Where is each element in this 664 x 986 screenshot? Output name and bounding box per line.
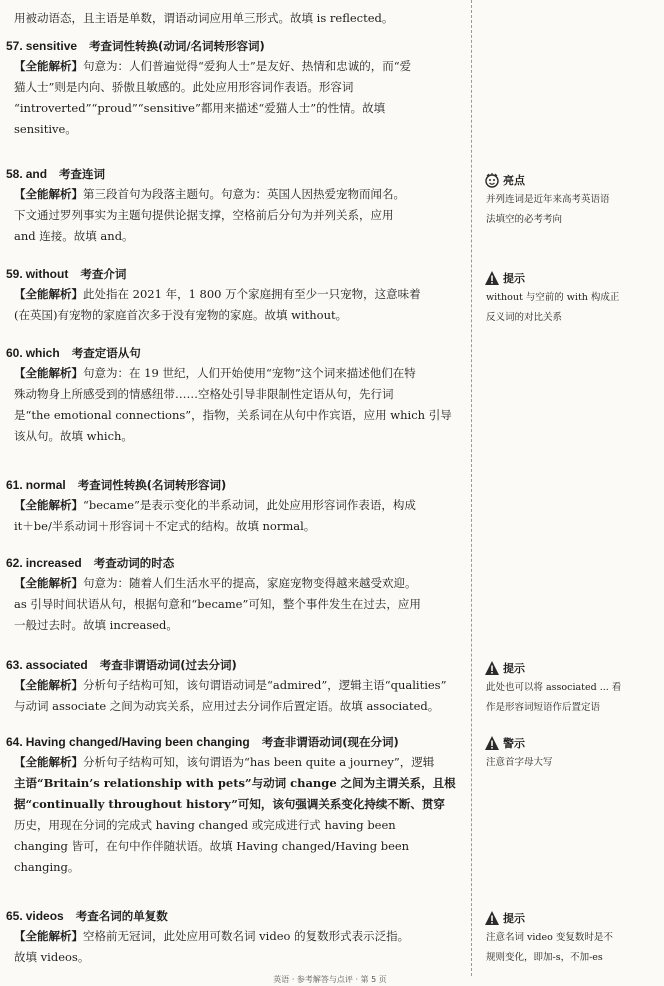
explanation-text: 分析句子结构可知，该句谓语动词是“admired”，逻辑主语“qualities” bbox=[83, 678, 447, 692]
answer-text: associated bbox=[25, 658, 88, 672]
explanation-line bbox=[14, 56, 468, 77]
category-label: 考查定语从句 bbox=[71, 346, 141, 360]
explanation-line bbox=[14, 947, 468, 968]
explanation-line bbox=[14, 305, 468, 326]
explanation-line bbox=[14, 184, 468, 205]
explanation-line bbox=[14, 573, 468, 594]
explanation-text: 空格前无冠词，此处应用可数名词 video 的复数形式表示泛指。 bbox=[83, 929, 410, 943]
explanation-text: 下文通过罗列事实为主题句提供论据支撑，空格前后分句为并列关系，应用 bbox=[14, 208, 394, 222]
explanation-line bbox=[14, 615, 468, 636]
question-item bbox=[6, 164, 468, 247]
analysis-tag: 【全能解析】 bbox=[14, 366, 83, 380]
category-label: 考查非谓语动词(现在分词) bbox=[261, 735, 399, 749]
explanation-line bbox=[14, 226, 468, 247]
explanation-line bbox=[14, 284, 468, 305]
margin-note bbox=[484, 908, 660, 968]
explanation-text: 与动词 associate 之间为动宾关系，应用过去分词作后置定语。故填 associated。 bbox=[14, 699, 440, 713]
explanation-line bbox=[14, 752, 468, 773]
analysis-tag: 【全能解析】 bbox=[14, 755, 83, 769]
question-item bbox=[6, 553, 468, 636]
note-text: 反义词的对比关系 bbox=[486, 312, 563, 323]
margin-note bbox=[484, 170, 660, 230]
warning-triangle-icon bbox=[484, 910, 500, 926]
question-number: 61. bbox=[6, 478, 23, 492]
answer-text: increased bbox=[25, 556, 82, 570]
question-number: 59. bbox=[6, 267, 23, 281]
question-item bbox=[6, 36, 468, 140]
question-number: 62. bbox=[6, 556, 23, 570]
explanation-line bbox=[14, 696, 468, 717]
note-title: 警示 bbox=[503, 737, 525, 750]
note-text: 此处也可以将 associated ... 看 bbox=[486, 682, 622, 693]
explanation-text: 句意为：随着人们生活水平的提高，家庭宠物变得越来越受欢迎。 bbox=[83, 576, 417, 590]
explanation-text: changing 皆可，在句中作伴随状语。故填 Having changed/Having been bbox=[14, 839, 410, 853]
note-header bbox=[484, 268, 660, 288]
warning-triangle-icon bbox=[484, 660, 500, 676]
category-label: 考查连词 bbox=[59, 167, 106, 181]
margin-notes bbox=[480, 0, 660, 986]
note-title: 提示 bbox=[503, 912, 525, 925]
explanation-text: 是“the emotional connections”，指物，关系词在从句中作宾语，应用 which 引导 bbox=[14, 408, 452, 422]
category-label: 考查非谓语动词(过去分词) bbox=[99, 658, 237, 672]
warning-triangle-icon bbox=[484, 735, 500, 751]
explanation-text: as 引导时间状语从句，根据句意和“became”可知，整个事件发生在过去，应用 bbox=[14, 597, 421, 611]
explanation-line bbox=[14, 926, 468, 947]
question-header bbox=[6, 553, 468, 573]
note-text: 规则变化，即加-s，不加-es bbox=[486, 952, 603, 963]
question-header bbox=[6, 164, 468, 184]
question-item bbox=[6, 264, 468, 326]
analysis-tag: 【全能解析】 bbox=[14, 498, 83, 512]
answer-text: videos bbox=[25, 909, 64, 923]
warning-triangle-icon bbox=[484, 270, 500, 286]
note-text: 法填空的必考考向 bbox=[486, 214, 563, 225]
question-number: 65. bbox=[6, 909, 23, 923]
note-text: 作是形容词短语作后置定语 bbox=[486, 702, 601, 713]
note-title: 提示 bbox=[503, 662, 525, 675]
question-header bbox=[6, 732, 468, 752]
explanation-text: “became”是表示变化的半系动词，此处应用形容词作表语，构成 bbox=[83, 498, 416, 512]
question-header bbox=[6, 475, 468, 495]
analysis-tag: 【全能解析】 bbox=[14, 287, 83, 301]
analysis-tag: 【全能解析】 bbox=[14, 678, 83, 692]
question-header bbox=[6, 906, 468, 926]
explanation-line bbox=[14, 405, 468, 426]
question-header bbox=[6, 655, 468, 675]
answer-text: normal bbox=[25, 478, 66, 492]
analysis-tag: 【全能解析】 bbox=[14, 576, 83, 590]
question-item bbox=[6, 343, 468, 447]
question-item bbox=[6, 475, 468, 537]
explanation-text: sensitive。 bbox=[14, 122, 77, 136]
explanation-text: 句意为：在 19 世纪，人们开始使用“宠物”这个词来描述他们在特 bbox=[83, 366, 416, 380]
explanation-text: changing。 bbox=[14, 860, 80, 874]
explanation-line bbox=[14, 98, 468, 119]
margin-note bbox=[484, 658, 660, 718]
explanation-line bbox=[14, 516, 468, 537]
question-header bbox=[6, 264, 468, 284]
note-text: 注意首字母大写 bbox=[486, 757, 553, 768]
margin-note bbox=[484, 733, 660, 773]
page-footer: 英语 · 参考解答与点评 · 第 5 页 bbox=[273, 975, 387, 984]
analysis-tag: 【全能解析】 bbox=[14, 59, 83, 73]
explanation-line bbox=[14, 836, 468, 857]
explanation-text: 分析句子结构可知，该句谓语为“has been quite a journey”，逻辑 bbox=[83, 755, 435, 769]
explanation-line bbox=[14, 363, 468, 384]
note-header bbox=[484, 733, 660, 753]
answer-text: sensitive bbox=[25, 39, 78, 53]
question-number: 60. bbox=[6, 346, 23, 360]
note-header bbox=[484, 908, 660, 928]
question-number: 63. bbox=[6, 658, 23, 672]
explanation-line bbox=[14, 857, 468, 878]
explanation-line bbox=[14, 384, 468, 405]
explanation-line bbox=[14, 205, 468, 226]
note-header bbox=[484, 170, 660, 190]
explanation-text: 一般过去时。故填 increased。 bbox=[14, 618, 178, 632]
explanation-text: 主语“Britain’s relationship with pets”与动词 change 之间为主谓关系，且根 bbox=[14, 776, 456, 790]
answer-text: and bbox=[25, 167, 48, 181]
answer-text: without bbox=[25, 267, 69, 281]
question-header bbox=[6, 343, 468, 363]
explanation-text: 故填 videos。 bbox=[14, 950, 90, 964]
question-number: 57. bbox=[6, 39, 23, 53]
note-header bbox=[484, 658, 660, 678]
explanation-line bbox=[14, 426, 468, 447]
explanation-text: 第三段首句为段落主题句。句意为：英国人因热爱宠物而闻名。 bbox=[83, 187, 405, 201]
explanation-line bbox=[14, 675, 468, 696]
explanation-text: it＋be/半系动词＋形容词＋不定式的结构。故填 normal。 bbox=[14, 519, 316, 533]
question-item bbox=[6, 906, 468, 968]
question-header bbox=[6, 36, 468, 56]
answer-text: which bbox=[25, 346, 60, 360]
category-label: 考查动词的时态 bbox=[93, 556, 175, 570]
explanation-text: and 连接。故填 and。 bbox=[14, 229, 134, 243]
explanation-text: 历史，用现在分词的完成式 having changed 或完成进行式 having been bbox=[14, 818, 396, 832]
question-number: 64. bbox=[6, 735, 23, 749]
answer-text: Having changed/Having been changing bbox=[25, 735, 250, 749]
explanation-line bbox=[14, 495, 468, 516]
column-divider bbox=[471, 0, 473, 976]
analysis-tag: 【全能解析】 bbox=[14, 187, 83, 201]
note-text: 注意名词 video 变复数时是不 bbox=[486, 932, 613, 943]
analysis-tag: 【全能解析】 bbox=[14, 929, 83, 943]
category-label: 考查词性转换(名词转形容词) bbox=[77, 478, 227, 492]
explanation-line bbox=[14, 119, 468, 140]
explanation-line bbox=[14, 773, 468, 794]
category-label: 考查名词的单复数 bbox=[75, 909, 168, 923]
category-label: 考查介词 bbox=[80, 267, 127, 281]
continuation-line: 用被动语态，且主语是单数，谓语动词应用单三形式。故填 is reflected。 bbox=[14, 11, 394, 25]
explanation-text: 此处指在 2021 年，1 800 万个家庭拥有至少一只宠物，这意味着 bbox=[83, 287, 421, 301]
explanation-line bbox=[14, 594, 468, 615]
note-text: 并列连词是近年来高考英语语 bbox=[486, 194, 610, 205]
explanation-text: 殊动物身上所感受到的情感纽带……空格处引导非限制性定语从句，先行词 bbox=[14, 387, 394, 401]
explanation-text: 猫人士”则是内向、骄傲且敏感的。此处应用形容词作表语。形容词 bbox=[14, 80, 354, 94]
explanation-text: 该从句。故填 which。 bbox=[14, 429, 133, 443]
explanation-line bbox=[14, 794, 468, 815]
note-title: 亮点 bbox=[503, 174, 525, 187]
question-item bbox=[6, 732, 468, 878]
margin-note bbox=[484, 268, 660, 328]
face-icon bbox=[484, 172, 500, 188]
note-title: 提示 bbox=[503, 272, 525, 285]
category-label: 考查词性转换(动词/名词转形容词) bbox=[89, 39, 265, 53]
explanation-line bbox=[14, 77, 468, 98]
question-item bbox=[6, 655, 468, 717]
explanation-line bbox=[14, 815, 468, 836]
explanation-text: 句意为：人们普遍觉得“爱狗人士”是友好、热情和忠诚的，而“爱 bbox=[83, 59, 412, 73]
explanation-text: “introverted”“proud”“sensitive”都用来描述“爱猫人士”的性情。故填 bbox=[14, 101, 386, 115]
question-number: 58. bbox=[6, 167, 23, 181]
explanation-text: 据“continually throughout history”可知，该句强调关系变化持续不断、贯穿 bbox=[14, 797, 445, 811]
note-text: without 与空前的 with 构成正 bbox=[486, 292, 620, 303]
explanation-text: (在英国)有宠物的家庭首次多于没有宠物的家庭。故填 without。 bbox=[14, 308, 348, 322]
